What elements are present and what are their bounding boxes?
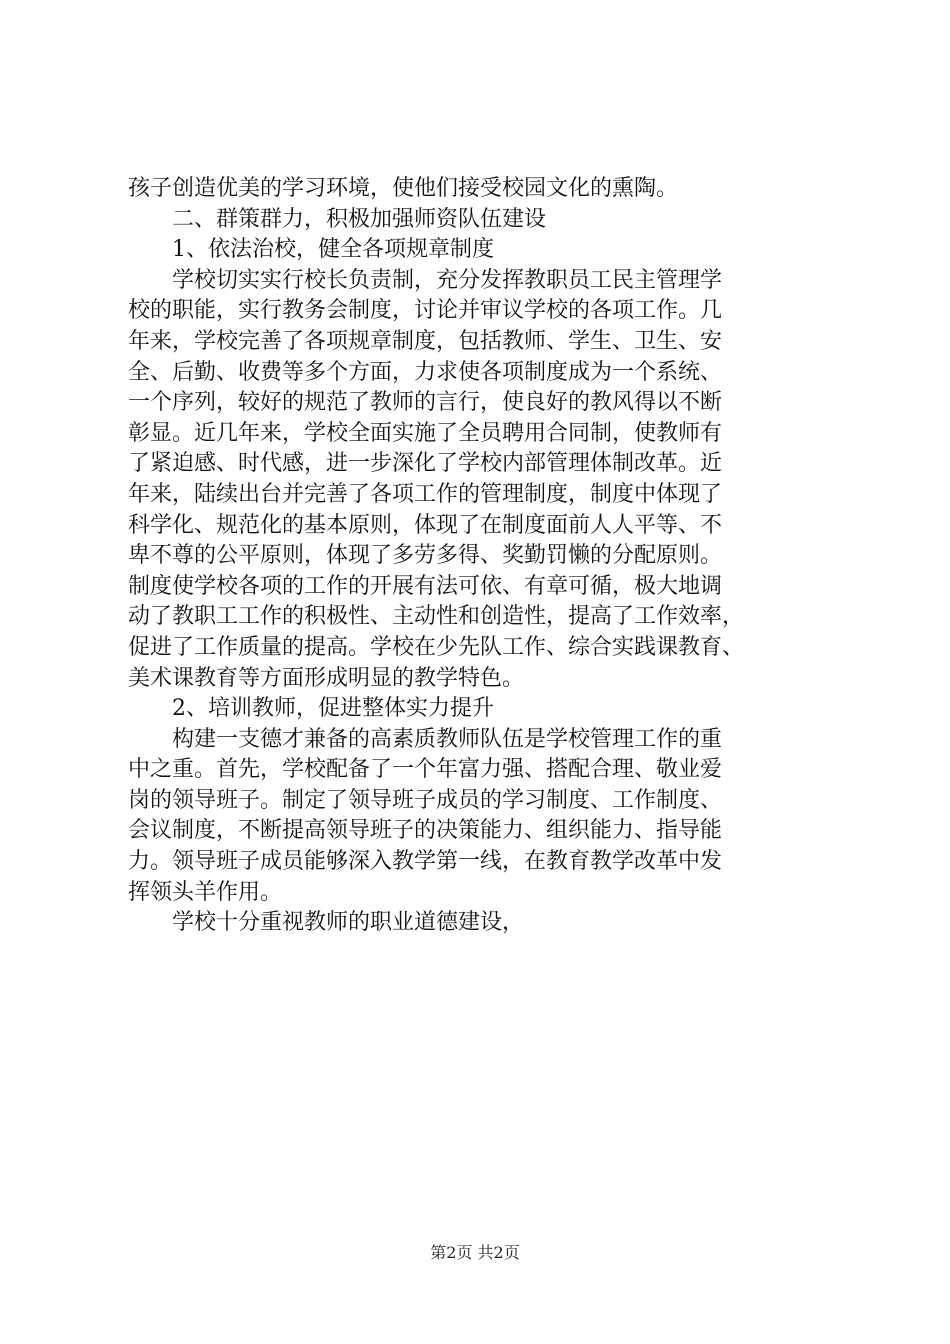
text-line: 会议制度，不断提高领导班子的决策能力、组织能力、指导能 — [128, 818, 723, 844]
text-line: 美术课教育等方面形成明显的教学特色。 — [128, 665, 525, 691]
page-number: 第2页 共2页 — [430, 1243, 520, 1262]
text-line: 一个序列，较好的规范了教师的言行，使良好的教风得以不断 — [128, 390, 723, 416]
text-line: 校的职能，实行教务会制度，讨论并审议学校的各项工作。几 — [128, 298, 723, 324]
text-line: 卑不尊的公平原则，体现了多劳多得、奖勤罚懒的分配原则。 — [128, 543, 723, 569]
subsection-heading: 1、依法治校，健全各项规章制度 — [172, 237, 494, 263]
text-line: 促进了工作质量的提高。学校在少先队工作、综合实践课教育、 — [128, 634, 745, 660]
text-line: 年来，学校完善了各项规章制度，包括教师、学生、卫生、安 — [128, 328, 723, 354]
text-line: 动了教职工工作的积极性、主动性和创造性，提高了工作效率， — [128, 604, 745, 630]
text-line: 力。领导班子成员能够深入教学第一线，在教育教学改革中发 — [128, 849, 723, 875]
text-line: 了紧迫感、时代感，进一步深化了学校内部管理体制改革。近 — [128, 451, 723, 477]
text-line: 岗的领导班子。制定了领导班子成员的学习制度、工作制度、 — [128, 787, 723, 813]
text-line: 挥领头羊作用。 — [128, 879, 283, 905]
page-footer — [0, 1242, 950, 1264]
text-line: 学校切实实行校长负责制，充分发挥教职员工民主管理学 — [172, 267, 723, 293]
text-line: 学校十分重视教师的职业道德建设， — [172, 910, 525, 936]
text-line: 中之重。首先，学校配备了一个年富力强、搭配合理、敬业爱 — [128, 757, 723, 783]
text-line: 孩子创造优美的学习环境，使他们接受校园文化的熏陶。 — [128, 176, 679, 201]
text-line: 彰显。近几年来，学校全面实施了全员聘用合同制，使教师有 — [128, 420, 723, 446]
text-line: 科学化、规范化的基本原则，体现了在制度面前人人平等、不 — [128, 512, 723, 538]
section-heading: 二、群策群力，积极加强师资队伍建设 — [172, 206, 547, 232]
subsection-heading: 2、培训教师，促进整体实力提升 — [172, 696, 494, 722]
text-line: 年来，陆续出台并完善了各项工作的管理制度，制度中体现了 — [128, 481, 723, 507]
text-line: 全、后勤、收费等多个方面，力求使各项制度成为一个系统、 — [128, 359, 723, 385]
document-body — [128, 174, 828, 939]
text-line: 构建一支德才兼备的高素质教师队伍是学校管理工作的重 — [172, 726, 723, 752]
text-line: 制度使学校各项的工作的开展有法可依、有章可循，极大地调 — [128, 573, 723, 599]
